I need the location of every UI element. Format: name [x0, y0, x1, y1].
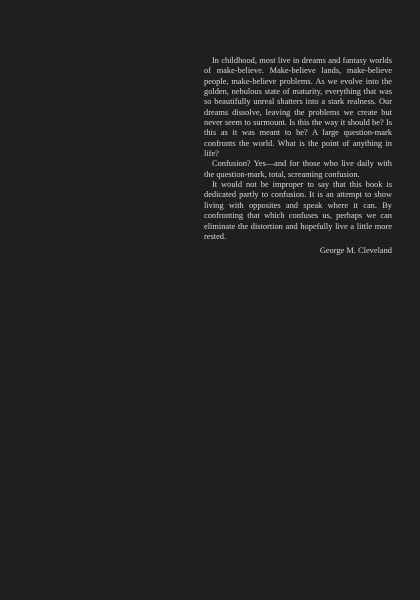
author-signature: George M. Cleveland [319, 246, 392, 256]
foreword-paragraph-3: It would not be improper to say that this book is dedicated partly to confusion. It is an attempt to show living with opposites and speak where it can. By confronting that which confuses us, perhaps we can eliminate the distortion and hopefully live a little more rested. [204, 180, 392, 241]
foreword-paragraph-1: In childhood, most live in dreams and fantasy worlds of make-believe. Make-believe lands, make-believe people, make-believe problems. As we evolve into the golden, nebulous state of maturity, everything that was so beautifully unreal shatters into a stark realness. Our dreams dissolve, leaving the problems we create but never seem to surmount. Is this the way it should be? Is this as it was meant to be? A large question-mark confronts the world. What is the point of anything in life? [204, 56, 392, 159]
foreword-paragraph-2: Confusion? Yes—and for those who live daily with the question-mark, total, screaming confusion. [204, 159, 392, 179]
foreword-text-block [204, 56, 392, 257]
